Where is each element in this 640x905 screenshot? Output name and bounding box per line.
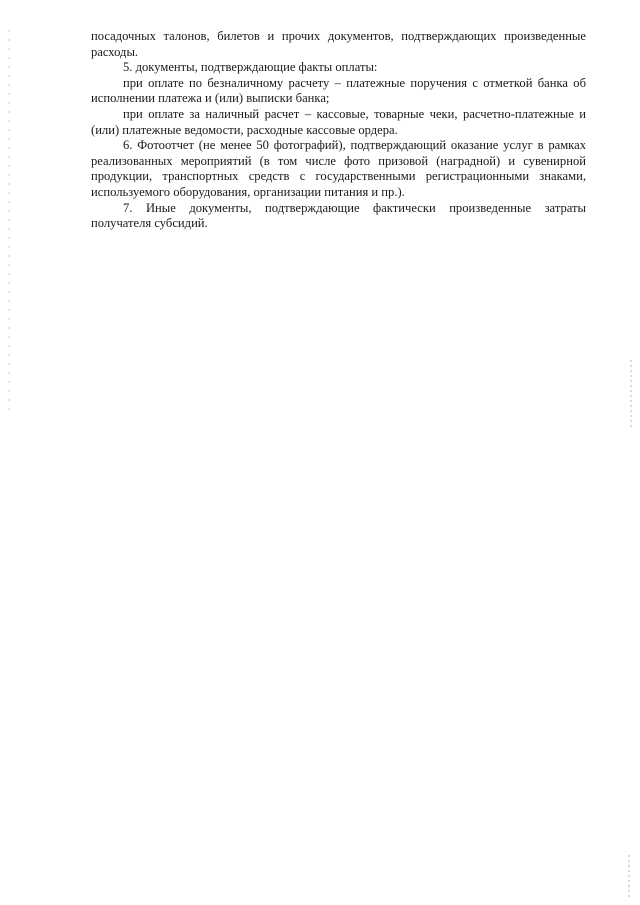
- paragraph-cash-payment: при оплате за наличный расчет – кассовые, товарные чеки, расчетно-платежные и (или) платежные ведомости, расходные кассовые ордера.: [91, 106, 586, 137]
- paragraph-cashless-payment: при оплате по безналичному расчету – платежные поручения с отметкой банка об исполнении платежа и (или) выписки банка;: [91, 75, 586, 106]
- scan-artifact-right: [630, 360, 632, 430]
- scan-artifact-right-bottom: [628, 855, 630, 900]
- scan-artifact-left: [8, 30, 10, 410]
- paragraph-item-7: 7. Иные документы, подтверждающие фактически произведенные затраты получателя субсидий.: [91, 200, 586, 231]
- document-body: [91, 29, 586, 232]
- paragraph-item-6: 6. Фотоотчет (не менее 50 фотографий), подтверждающий оказание услуг в рамках реализованных мероприятий (в том числе фото призовой (наградной) и сувенирной продукции, транспортных средств с государственными регистрационными знаками, используемого оборудования, организации питания и пр.).: [91, 138, 586, 199]
- paragraph-item-5: 5. документы, подтверждающие факты оплаты:: [123, 60, 378, 75]
- paragraph-continuation: посадочных талонов, билетов и прочих документов, подтверждающих произведенные расходы.: [91, 29, 586, 59]
